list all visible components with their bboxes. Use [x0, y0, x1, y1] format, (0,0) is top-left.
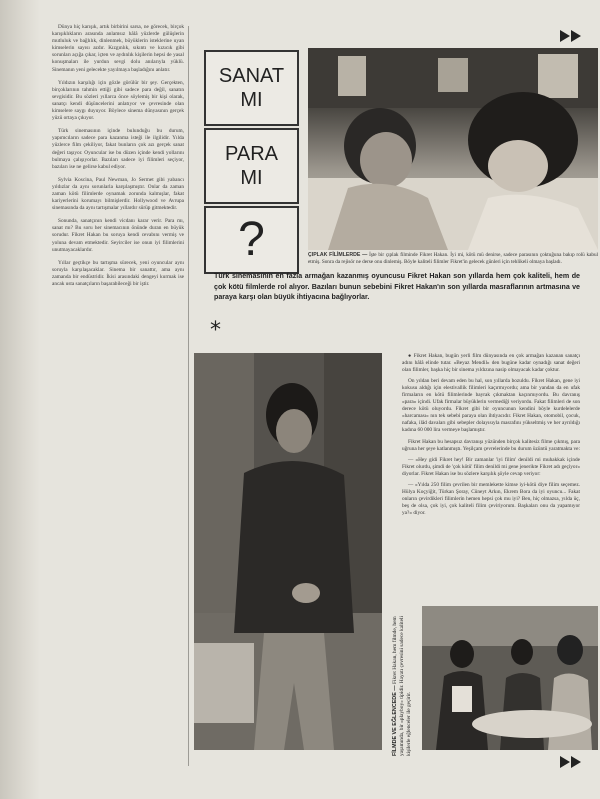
- photo-couple-in-bed: [308, 48, 598, 250]
- double-arrow-icon: [560, 756, 582, 768]
- caption-text: İşte bir çıplak filminde Fikret Hakan. İyi mi, kötü mü denirse, sadece parasının çoktuğuna bakıp rolü kabul etmiş. Sonra da rejisör ne derse onu dinlemiş. Böyle kaliteli filimler Fikret'in gelecek günleri için tehlikeli olmaya başladı.: [308, 252, 599, 265]
- left-paragraph: Sylvia Koscina, Paul Newman, Jo Sermet gibi yabancı yıldızlar da aynı sorunlarla karşılaşmıştır. Onlar da zaman zaman kötü filimlerde oynamak zorunda kalmışlar, fakat kariyerlerini korumayı bilmişlerdir. Hollywood ve Avrupa sinemasında da aynı tartışmalar yıllardır sürüp gitmektedir.: [52, 176, 184, 212]
- left-paragraph: Yıllar geçtikçe bu tartışma sürecek, yeni oyuncular aynı soruyla karşılaşacaklar. Sinema bir sanattır, ama aynı zamanda bir endüstridir. İkisi arasındaki dengeyi kurmak ise ancak usta sanatçıların başarabileceği bir iştir.: [52, 259, 184, 287]
- side-caption-text: Fikret Hakan, hem filmde, hem yaşamında, bir «playboy» tipidir. Hayatı çevresini sadece kaliteli kişilerle eğlenceler ile geçirir.: [392, 616, 412, 756]
- body-paragraph: ● Fikret Hakan, bugün yerli film dünyasında en çok armağan kazanan sanatçı adını hâlâ elinde tutar. «Beyaz Mendil» den bugüne kadar oynadığı sanat değeri olan filimler, başka hiç bir sinema yıldızına nasip olmayacak kadar çoktur.: [402, 353, 580, 374]
- photo-party-table: [422, 606, 598, 750]
- left-paragraph: Dünya hiç karışık, artık birbirini sarsa, ne görecek, birçok karışıklıkların arasında anlamsız hâlâ yüzlerde gülüşlerin mutluluk ve bağlılık, dinlenmek, büyüklerin isteklerine uyan kimselerin sayısı azdır. Kızgınlık, sıkıntı ve kızıcık gibi sorunları açığa çıkar, içten ve aydınlık kişilerin hepsi de yasal konuşmaları ile yurdun sevgi dolu anılarıyla yüklü. Sinemanın yeni gelecekte yayılmaya başladığını anlatır.: [52, 24, 184, 73]
- side-photo-caption: [392, 606, 420, 756]
- page-binding: [0, 0, 40, 799]
- caption-label: ÇIPLAK FİLİMLERDE —: [308, 252, 368, 258]
- left-paragraph: Türk sinemasının içinde bulunduğu bu durum, yapımcıların sadece para kazanma isteği ile ilgilidir. Yılda yüzlerce film çekiliyor, fakat bunların çok azı gerçek sanat değeri taşıyor. Oyuncular ise bu düzen içinde kendi yollarını bulmaya çalışıyorlar. Bazıları sadece iyi filimleri seçiyor, bazıları ise ne gelirse kabul ediyor.: [52, 128, 184, 170]
- body-paragraph: — «Yılda 250 filim çevrilen bir memlekette kimse iyi-kötü diye filim seçemez. Hülya Koçyiğit, Türkan Şoray, Cüneyt Arkın, Ekrem Bora da iyi oyuncu... Fakat onların çevirdikleri filimlerin hemen hepsi çok mu iyi? Ben, hiç olmazsa, yılda üç, beş de olsa, çok iyi, çok kaliteli filim çeviriyorum. Başkaları onu da yapamıyor ya?» diyor.: [402, 481, 580, 516]
- title-word: MI: [240, 89, 263, 111]
- title-word: PARA: [225, 143, 278, 165]
- left-paragraph: Sonunda, sanatçının kendi vicdanı karar verir. Para mı, sanat mı? Bu soru her sinemacının önünde duran en büyük sorudur. Fikret Hakan bu soruya kendi cevabını vermiş ve yoluna devam etmektedir. Seyirciler ise onun iyi filimlerini unutmayacaklardır.: [52, 218, 184, 253]
- left-paragraph: Yıldızın karşılığı için gözle görülür bir şey. Gerçekten, birçoklarının tahmin ettiği gibi sadece para değil, sanatın sevgisidir. Bu sözleri yıllarca önce söylemiş bir kişi olarak, sanatçı kendi düşüncelerini anlatıyor ve çevresinde olan kimselere saygı duyuyor. Böylece sinema dünyasının gerçek yüzü ortaya çıkıyor.: [52, 79, 184, 122]
- left-text-column: [52, 24, 184, 764]
- title-para-box: [204, 128, 299, 204]
- body-paragraph: Fikret Hakan bu hesapsız davranışı yüzünden birçok kalitesiz filme çıkmış, para uğruna her şeye katlanmıştı. Yeşilçam çevrelerinde bu durum üzüntü yaratmakta ve:: [402, 438, 580, 452]
- body-paragraph: On yıldan beri devam eden bu hal, son yıllarda bozuldu. Fikret Hakan, gene iyi kokusu aldığı için elestivallik filimleri kaçırmıyordu; ama bir yandan da en ufak firmaların en kötü filimlerinde bayrak çıkmaktan kaçınmıyordu. Bu davranış «para» içindi. Ufak firmalar büyüklerin vermediği veriyordu. Fakat filimleri de son derece kötü oluyordu. Fikret gibi bir oyuncunun kendini böyle kurdelelerde «harcaması» nın tek sebebi paraya olan ihtiyacıdır. Fikret Hakan, otomobil, çocuk, nafaka, ilâd davaları gibi sebepler dolayısıyla masrafını yükseltmiş ve her ayrıldığı kadına 60 000 lira vermeye başlamıştır.: [402, 378, 580, 434]
- photo-fikret-hakan-standing: [194, 353, 382, 750]
- title-question-box: [204, 206, 299, 274]
- title-word: MI: [240, 167, 263, 189]
- question-mark: ?: [238, 213, 265, 266]
- article-lede: Türk sinemasının en fazla armağan kazanmış oyuncusu Fikret Hakan son yıllarda hem çok kaliteli, hem de çok kötü filmlerde rol alıyor. Bazıları bunun sebebini Fikret Hakan'ın son yıllarda masraflarının artmasına ve paraya karşı olan büyük ihtiyacına bağlıyorlar.: [214, 272, 580, 302]
- title-sanat-box: [204, 50, 299, 126]
- body-paragraph: — «Hey gidi Fikret hey! Bir zamanlar 'iyi filim' denildi mi muhakkak içinde Fikret olurdu, şimdi de 'çok kötü' filim denildi mi gene jenerikte Fikret adı geçiyor» diyorlar. Fikret Hakan ise bu sözlere karşılık şöyle cevap veriyor:: [402, 456, 580, 477]
- double-arrow-icon: [560, 30, 582, 42]
- top-photo-caption: [308, 252, 598, 265]
- article-body-column: [402, 353, 580, 603]
- side-caption-label: FİLMDE VE EĞLENCEDE —: [392, 685, 398, 756]
- asterisk-icon: *: [210, 318, 221, 343]
- column-divider: [188, 26, 189, 766]
- title-word: SANAT: [218, 65, 285, 87]
